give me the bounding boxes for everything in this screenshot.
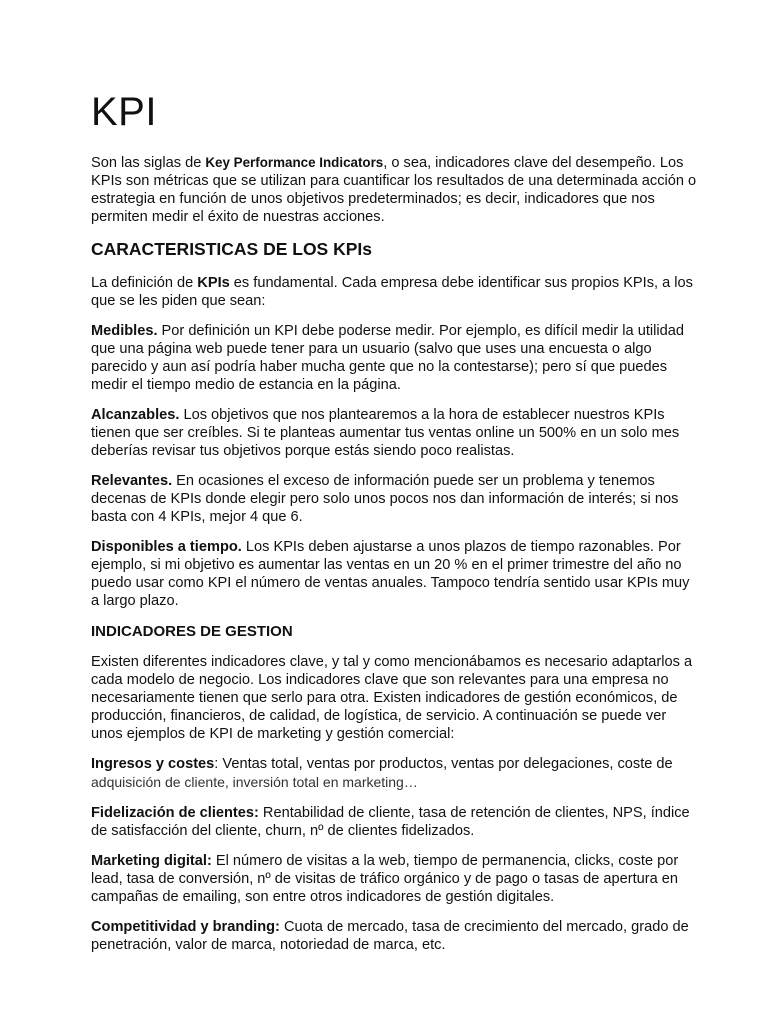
section-lead: [91, 274, 698, 310]
intro-paragraph: [91, 154, 698, 226]
intro-post: , o sea, indicadores clave del desempeño. Los KPIs son métricas que se utilizan para cuantificar los resultados de una determinada acción o estrategia en función de unos objetivos predeterminados; es decir, indicadores que nos permiten medir el éxito de nuestras acciones.: [91, 155, 697, 225]
intro-pre: Son las siglas de: [91, 155, 206, 171]
lead-keyword: KPIs: [197, 275, 230, 291]
item-label: Relevantes.: [91, 473, 173, 489]
item-text: Los objetivos que nos plantearemos a la hora de establecer nuestros KPIs tienen que ser creíbles. Si te planteas aumentar tus ventas online un 500% en un solo mes deberías revisar tus objetivos porque estás siendo poco realistas.: [91, 407, 680, 459]
lead-pre: La definición de: [91, 275, 198, 291]
item-text: En ocasiones el exceso de información puede ser un problema y tenemos decenas de KPIs donde elegir pero solo unos pocos nos dan información de interés; si nos basta con 4 KPIs, mejor 4 que 6.: [91, 473, 679, 525]
item-text: Rentabilidad de cliente, tasa de retención de clientes, NPS, índice de satisfacción del cliente, churn, nº de clientes fidelizados.: [91, 805, 690, 839]
characteristic-item: [91, 322, 698, 394]
item-tail: adquisición de cliente, inversión total en marketing…: [91, 774, 418, 790]
item-text: Cuota de mercado, tasa de crecimiento del mercado, grado de penetración, valor de marca, notoriedad de marca, etc.: [91, 919, 689, 953]
characteristic-item: [91, 538, 698, 610]
item-label: Disponibles a tiempo.: [91, 539, 242, 555]
item-label: Alcanzables.: [91, 407, 180, 423]
indicator-item: [91, 918, 698, 954]
section-characteristics: [91, 238, 698, 610]
item-text: El número de visitas a la web, tiempo de permanencia, clicks, coste por lead, tasa de conversión, nº de visitas de tráfico orgánico y de pago o tasas de apertura en campañas de emailing, son entre otros indicadores de gestión digitales.: [91, 853, 679, 905]
section-heading: CARACTERISTICAS DE LOS KPIs: [91, 239, 372, 259]
item-label: Competitividad y branding:: [91, 919, 280, 935]
characteristic-item: [91, 472, 698, 526]
characteristic-item: [91, 406, 698, 460]
section-indicators: [91, 622, 698, 954]
intro-keyword: Key Performance Indicators: [205, 155, 384, 170]
item-label: Fidelización de clientes:: [91, 805, 259, 821]
item-label: Medibles.: [91, 323, 158, 339]
item-text: Por definición un KPI debe poderse medir. Por ejemplo, es difícil medir la utilidad que una página web puede tener para un usuario (salvo que uses una encuesta o algo parecido y aun así podría haber mucha gente que no la contestarse); pero sí que puedes medir el tiempo medio de estancia en la página.: [91, 323, 684, 393]
section-lead: Existen diferentes indicadores clave, y tal y como mencionábamos es necesario adaptarlos a cada modelo de negocio. Los indicadores clave que son relevantes para una empresa no necesariamente tienen que serlo para otra. Existen indicadores de gestión económicos, de producción, financieros, de calidad, de logística, de servicio. A continuación se puede ver unos ejemplos de KPI de marketing y gestión comercial:: [91, 654, 693, 742]
indicator-item: [91, 755, 698, 792]
item-text: : Ventas total, ventas por productos, ventas por delegaciones, coste de: [214, 756, 673, 772]
document-title: KPI: [91, 90, 157, 134]
lead-post: es fundamental. Cada empresa debe identificar sus propios KPIs, a los que se les piden que sean:: [91, 275, 693, 309]
indicator-item: [91, 804, 698, 840]
item-label: Ingresos y costes: [91, 756, 215, 772]
section-heading: INDICADORES DE GESTION: [91, 623, 293, 640]
item-label: Marketing digital:: [91, 853, 212, 869]
indicator-item: [91, 852, 698, 906]
item-text: Los KPIs deben ajustarse a unos plazos de tiempo razonables. Por ejemplo, si mi objetivo es aumentar las ventas en un 20 % en el primer trimestre del año no puedo usar como KPI el número de ventas anuales. Tampoco tendría sentido usar KPIs muy a largo plazo.: [91, 539, 690, 609]
